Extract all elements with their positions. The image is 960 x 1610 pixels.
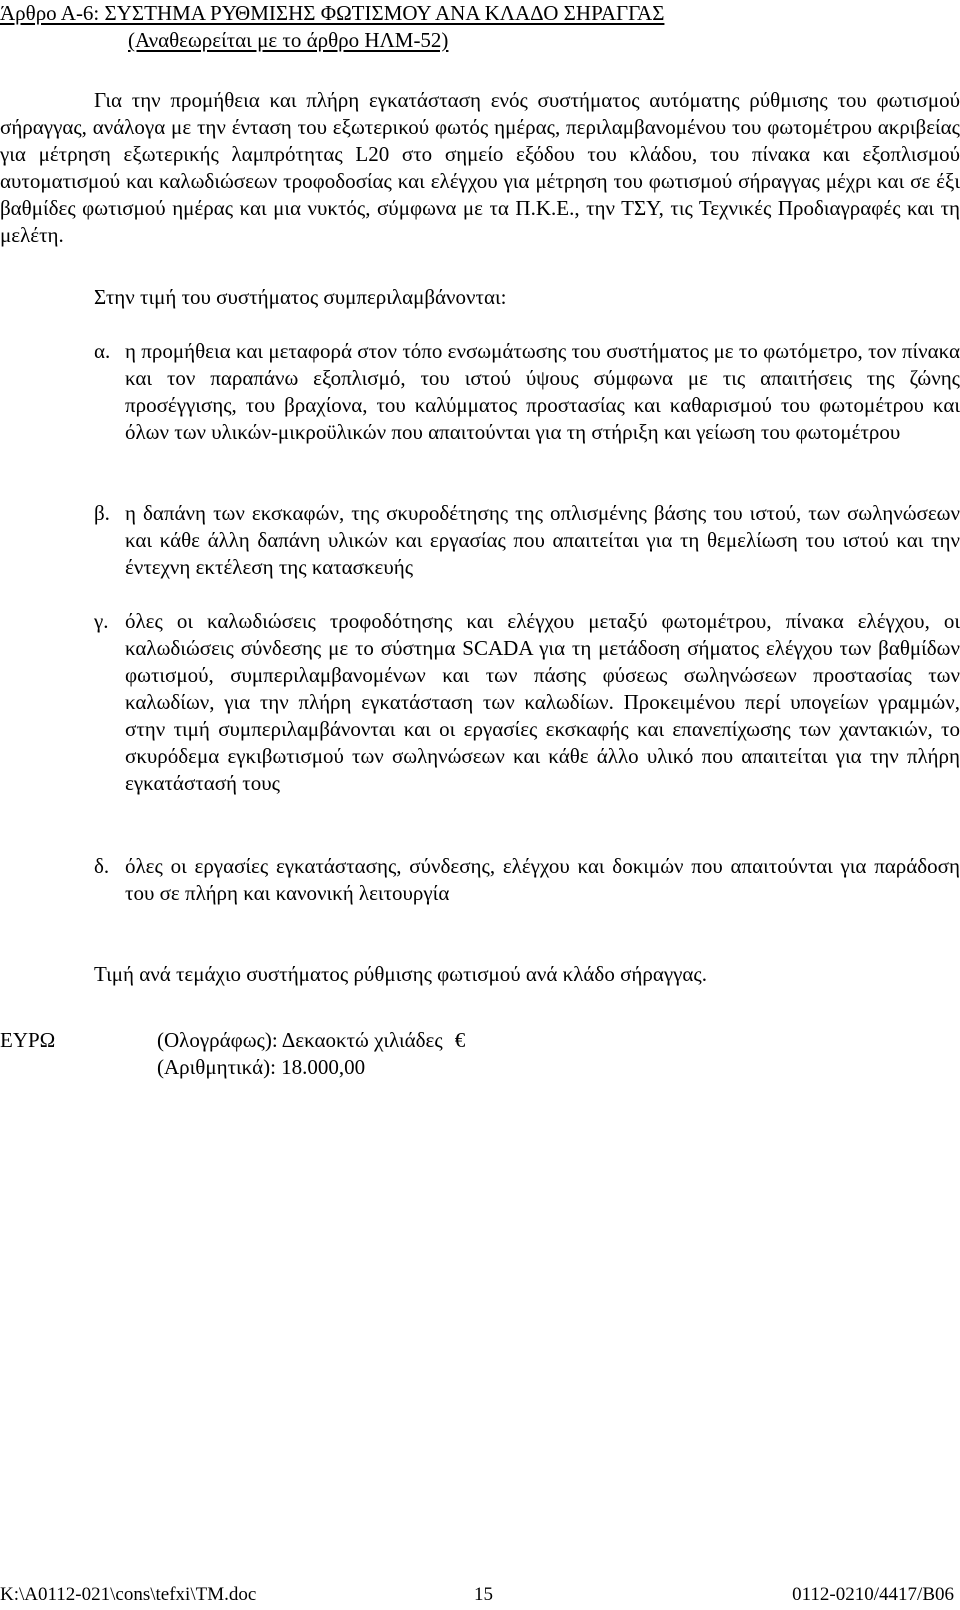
list-item bbox=[94, 500, 960, 581]
page-footer bbox=[0, 1582, 960, 1610]
footer-file-path: K:\A0112-021\cons\tefxi\TM.doc bbox=[0, 1584, 257, 1605]
list-item-marker: γ. bbox=[94, 609, 109, 633]
article-title-main: Άρθρο Α-6: ΣΥΣΤΗΜΑ ΡΥΘΜΙΣΗΣ ΦΩΤΙΣΜΟΥ ΑΝΑ ΚΛΑΔΟ ΣΗΡΑΓΓΑΣ bbox=[0, 1, 665, 25]
footer-page-number: 15 bbox=[474, 1584, 493, 1605]
price-in-words-label: (Ολογράφως): Δεκαοκτώ χιλιάδες bbox=[157, 1028, 443, 1052]
list-item-text: η προμήθεια και μεταφορά στον τόπο ενσωμάτωσης του συστήματος με το φωτόμετρο, τον πίνακα και τον παραπάνω εξοπλισμό, του ιστού ύψους σύμφωνα με τις απαιτήσεις της ζώνης προσέγγισης, του βραχίονα, του καλύμματος προστασίας και καθαρισμού του φωτομέτρου και όλων των υλικών-μικροϋλικών που απαιτούνται για τη στήριξη και γείωση του φωτομέτρου bbox=[125, 339, 960, 444]
list-item-marker: β. bbox=[94, 501, 110, 525]
euro-sign: € bbox=[454, 1028, 466, 1052]
list-item-marker: α. bbox=[94, 339, 111, 363]
intro-paragraph: Για την προμήθεια και πλήρη εγκατάσταση ενός συστήματος αυτόματης ρύθμισης του φωτισμού σήραγγας, ανάλογα με την ένταση του εξωτερικού φωτός ημέρας, περιλαμβανομένου του φωτομέτρου ακριβείας για μέτρηση εξωτερικής λαμπρότητας L20 στο σημείο εξόδου του κλάδου, του πίνακα και εξοπλισμού αυτοματισμού και καλωδιώσεων τροφοδοσίας και ελέγχου για μέτρηση του φωτισμού σήραγγας μέχρι και σε έξι βαθμίδες φωτισμού ημέρας και μια νυκτός, σύμφωνα με τα Π.Κ.Ε., την ΤΣΥ, τις Τεχνικές Προδιαγραφές και τη μελέτη. bbox=[0, 88, 960, 247]
list-item bbox=[94, 608, 960, 797]
article-title-revision: (Αναθεωρείται με το άρθρο ΗΛΜ-52) bbox=[128, 28, 449, 52]
list-item-text: όλες οι εργασίες εγκατάστασης, σύνδεσης, ελέγχου και δοκιμών που απαιτούνται για παράδοση του σε πλήρη και κανονική λειτουργία bbox=[125, 854, 960, 905]
included-heading: Στην τιμή του συστήματος συμπεριλαμβάνονται: bbox=[94, 285, 507, 309]
currency-label: ΕΥΡΩ bbox=[0, 1028, 56, 1052]
list-item-text: η δαπάνη των εκσκαφών, της σκυροδέτησης της οπλισμένης βάσης του ιστού, των σωληνώσεων και κάθε άλλη δαπάνη υλικών και εργασίας που απαιτείται για τη θεμελίωση του ιστού και την έντεχνη εκτέλεση της κατασκευής bbox=[125, 501, 960, 579]
price-in-words bbox=[157, 1027, 465, 1054]
price-in-numbers: (Αριθμητικά): 18.000,00 bbox=[157, 1055, 366, 1079]
list-item-marker: δ. bbox=[94, 854, 110, 878]
list-item bbox=[94, 338, 960, 446]
article-title bbox=[0, 0, 960, 54]
unit-price-text: Τιμή ανά τεμάχιο συστήματος ρύθμισης φωτισμού ανά κλάδο σήραγγας. bbox=[94, 962, 707, 986]
footer-reference: 0112-0210/4417/B06 bbox=[792, 1584, 954, 1605]
list-item bbox=[94, 853, 960, 907]
list-item-text: όλες οι καλωδιώσεις τροφοδότησης και ελέγχου μεταξύ φωτομέτρου, πίνακα ελέγχου, οι καλωδιώσεις σύνδεσης με το σύστημα SCADA για τη μετάδοση σήματος ελέγχου των βαθμίδων φωτισμού, συμπεριλαμβανομένων και των πάσης φύσεως σωληνώσεων προστασίας των καλωδίων, για την πλήρη εγκατάσταση των καλωδίων. Προκειμένου περί υπογείων γραμμών, στην τιμή συμπεριλαμβάνονται και οι εργασίες εκσκαφής και επανεπίχωσης των χαντακιών, το σκυρόδεμα εγκιβωτισμού των σωληνώσεων και κάθε άλλο υλικό που απαιτείται για την πλήρη εγκατάστασή τους bbox=[125, 609, 960, 795]
